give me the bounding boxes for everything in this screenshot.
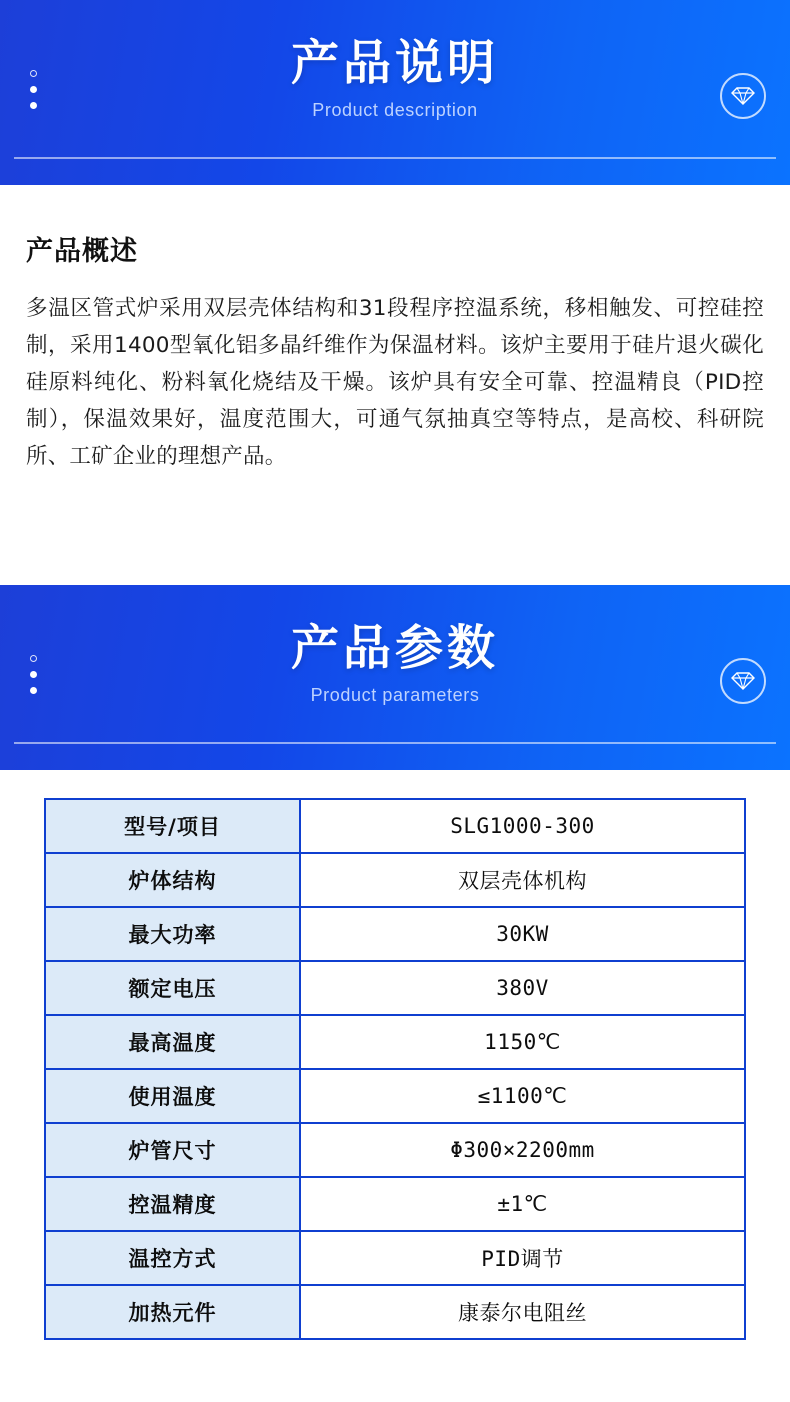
- spec-key-cell: 炉管尺寸: [45, 1123, 300, 1177]
- spec-key-cell: 最大功率: [45, 907, 300, 961]
- banner-divider: [14, 157, 776, 159]
- spec-key-cell: 加热元件: [45, 1285, 300, 1339]
- spec-key-cell: 温控方式: [45, 1231, 300, 1285]
- banner-title-block: [0, 619, 790, 706]
- table-row: [45, 799, 745, 853]
- banner-subtitle: Product parameters: [310, 685, 480, 705]
- spec-key-cell: 控温精度: [45, 1177, 300, 1231]
- banner-title: 产品说明: [290, 35, 499, 91]
- spec-value-cell: 30KW: [300, 907, 745, 961]
- spec-value-cell: ±1℃: [300, 1177, 745, 1231]
- diamond-icon: [720, 73, 766, 119]
- spec-key-cell: 额定电压: [45, 961, 300, 1015]
- table-row: [45, 907, 745, 961]
- table-row: [45, 1285, 745, 1339]
- spec-value-cell: 康泰尔电阻丝: [300, 1285, 745, 1339]
- spec-table: [44, 798, 746, 1340]
- banner-product-parameters: [0, 585, 790, 770]
- page-title: 产品概述: [26, 236, 138, 267]
- spec-value-cell: 1150℃: [300, 1015, 745, 1069]
- product-overview-section: [0, 185, 790, 585]
- banner-title-block: [0, 34, 790, 121]
- spec-value-cell: Φ300×2200mm: [300, 1123, 745, 1177]
- spec-table-wrapper: [0, 770, 790, 1340]
- spec-value-cell: ≤1100℃: [300, 1069, 745, 1123]
- table-row: [45, 1069, 745, 1123]
- diamond-icon: [720, 658, 766, 704]
- spec-value-cell: 双层壳体机构: [300, 853, 745, 907]
- spec-value-cell: SLG1000-300: [300, 799, 745, 853]
- table-row: [45, 1177, 745, 1231]
- table-row: [45, 961, 745, 1015]
- banner-title: 产品参数: [290, 620, 499, 676]
- spec-key-cell: 最高温度: [45, 1015, 300, 1069]
- overview-paragraph: 多温区管式炉采用双层壳体结构和31段程序控温系统，移相触发、可控硅控制，采用1400型氧化铝多晶纤维作为保温材料。该炉主要用于硅片退火碳化硅原料纯化、粉料氧化烧结及干燥。该炉具有安全可靠、控温精良（PID控制），保温效果好，温度范围大，可通气氛抽真空等特点，是高校、科研院所、工矿企业的理想产品。: [26, 296, 764, 469]
- spec-key-cell: 炉体结构: [45, 853, 300, 907]
- spec-key-cell: 使用温度: [45, 1069, 300, 1123]
- banner-divider: [14, 742, 776, 744]
- table-row: [45, 1123, 745, 1177]
- banner-subtitle: Product description: [312, 100, 478, 120]
- table-row: [45, 1015, 745, 1069]
- spec-key-cell: 型号/项目: [45, 799, 300, 853]
- spec-value-cell: PID调节: [300, 1231, 745, 1285]
- table-row: [45, 853, 745, 907]
- banner-product-description: [0, 0, 790, 185]
- spec-value-cell: 380V: [300, 961, 745, 1015]
- table-row: [45, 1231, 745, 1285]
